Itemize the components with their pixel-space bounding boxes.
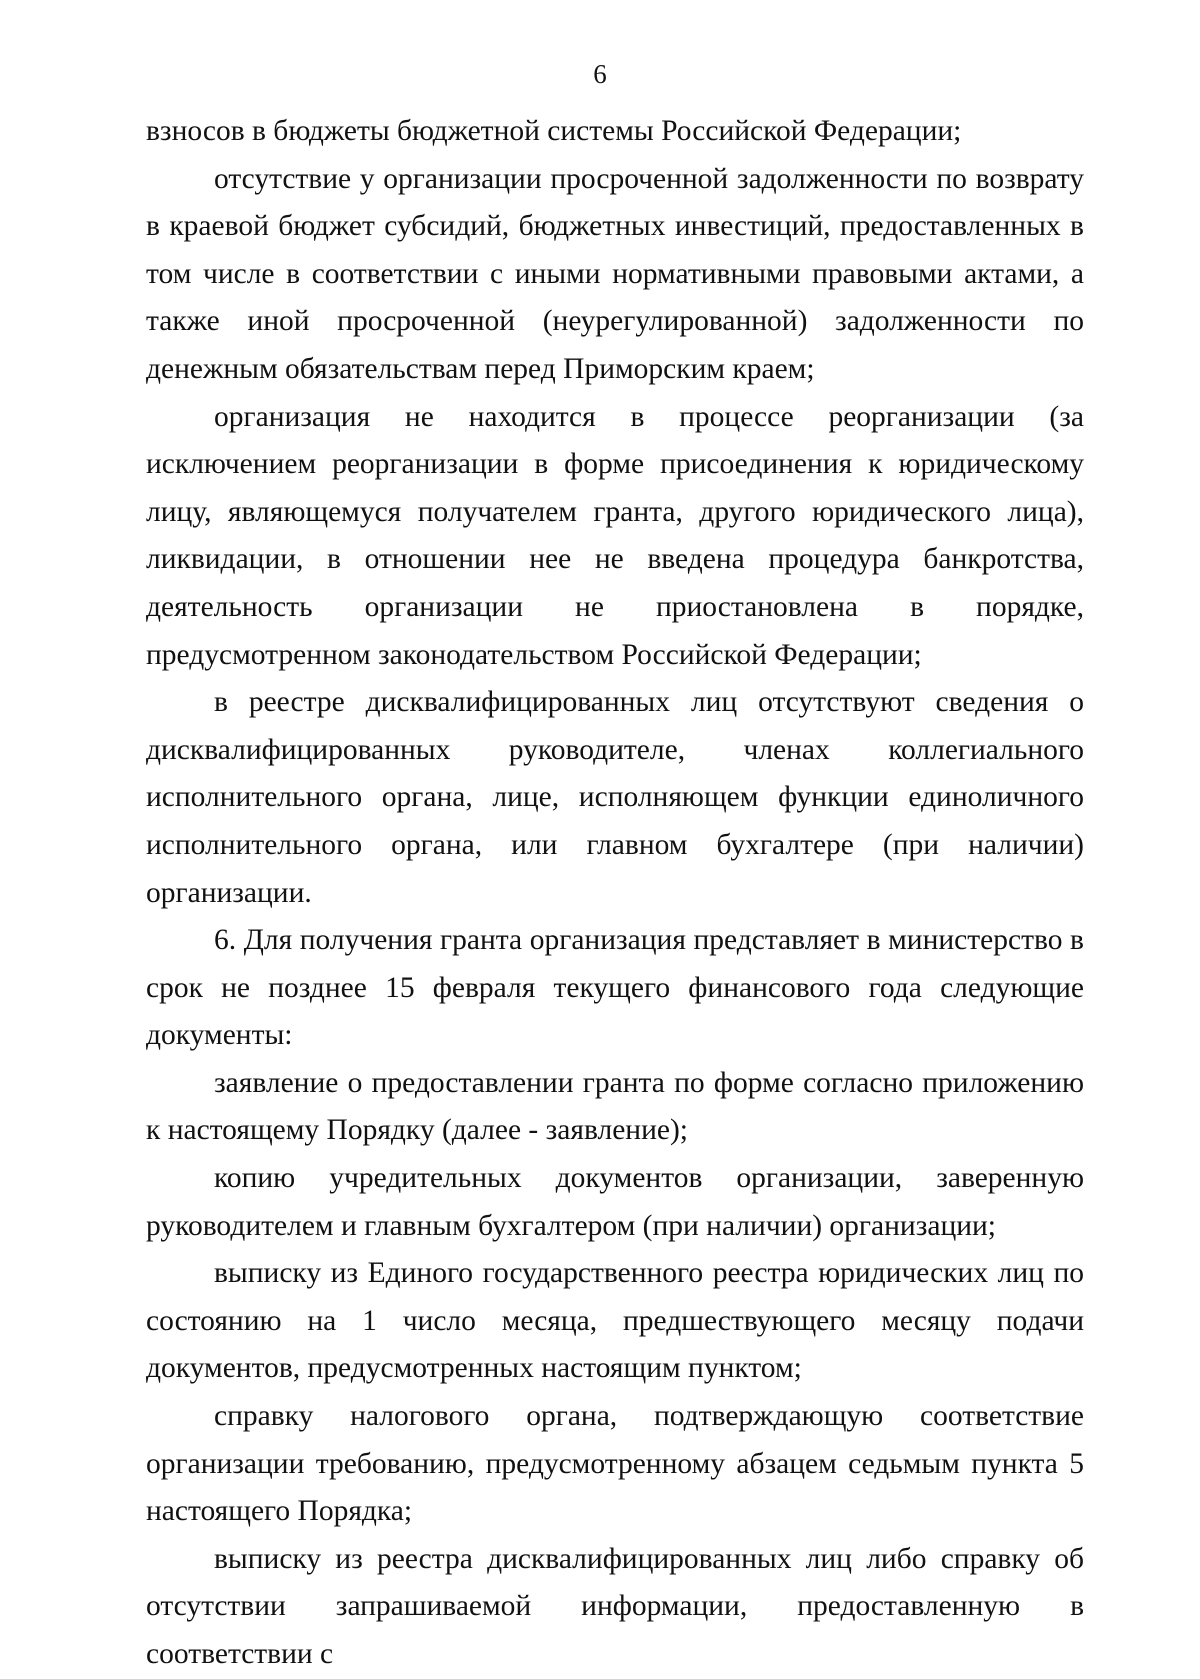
paragraph-no-reorganization: организация не находится в процессе реорганизации (за исключением реорганизации в форме присоединения к юридическому лицу, являющемуся получателем гранта, другого юридического лица), ликвидации, в отношении нее не введена процедура банкротства, деятельность организации не приостановлена в порядке, предусмотренном законодательством Российской Федерации; [146,400,1084,671]
page-number: 6 [593,59,607,89]
paragraph-no-overdue-debt: отсутствие у организации просроченной задолженности по возврату в краевой бюджет субсидий, бюджетных инвестиций, предоставленных в том числе в соответствии с иными нормативными правовыми актами, а также иной просроченной (неурегулированной) задолженности по денежным обязательствам перед Приморским краем; [146,162,1084,385]
paragraph-egrul-extract: выписку из Единого государственного реестра юридических лиц по состоянию на 1 число месяца, предшествующего месяцу подачи документов, предусмотренных настоящим пунктом; [146,1257,1084,1385]
paragraph-continuation: взносов в бюджеты бюджетной системы Российской Федерации; [146,115,962,147]
paragraph-disqualified-registry: в реестре дисквалифицированных лиц отсутствуют сведения о дисквалифицированных руководителе, членах коллегиального исполнительного органа, лице, исполняющем функции единоличного исполнительного органа, или главном бухгалтере (при наличии) организации. [146,686,1084,909]
paragraph-tax-certificate: справку налогового органа, подтверждающую соответствие организации требованию, предусмотренному абзацем седьмым пункта 5 настоящего Порядка; [146,1400,1084,1528]
document-body [146,108,1084,1679]
paragraph-item-6: 6. Для получения гранта организация представляет в министерство в срок не позднее 15 февраля текущего финансового года следующие документы: [146,924,1084,1052]
paragraph-application: заявление о предоставлении гранта по форме согласно приложению к настоящему Порядку (далее - заявление); [146,1066,1084,1147]
paragraph-registry-extract: выписку из реестра дисквалифицированных лиц либо справку об отсутствии запрашиваемой информации, предоставленную в соответствии с [146,1542,1084,1670]
paragraph-charter-copy: копию учредительных документов организации, заверенную руководителем и главным бухгалтером (при наличии) организации; [146,1162,1084,1242]
